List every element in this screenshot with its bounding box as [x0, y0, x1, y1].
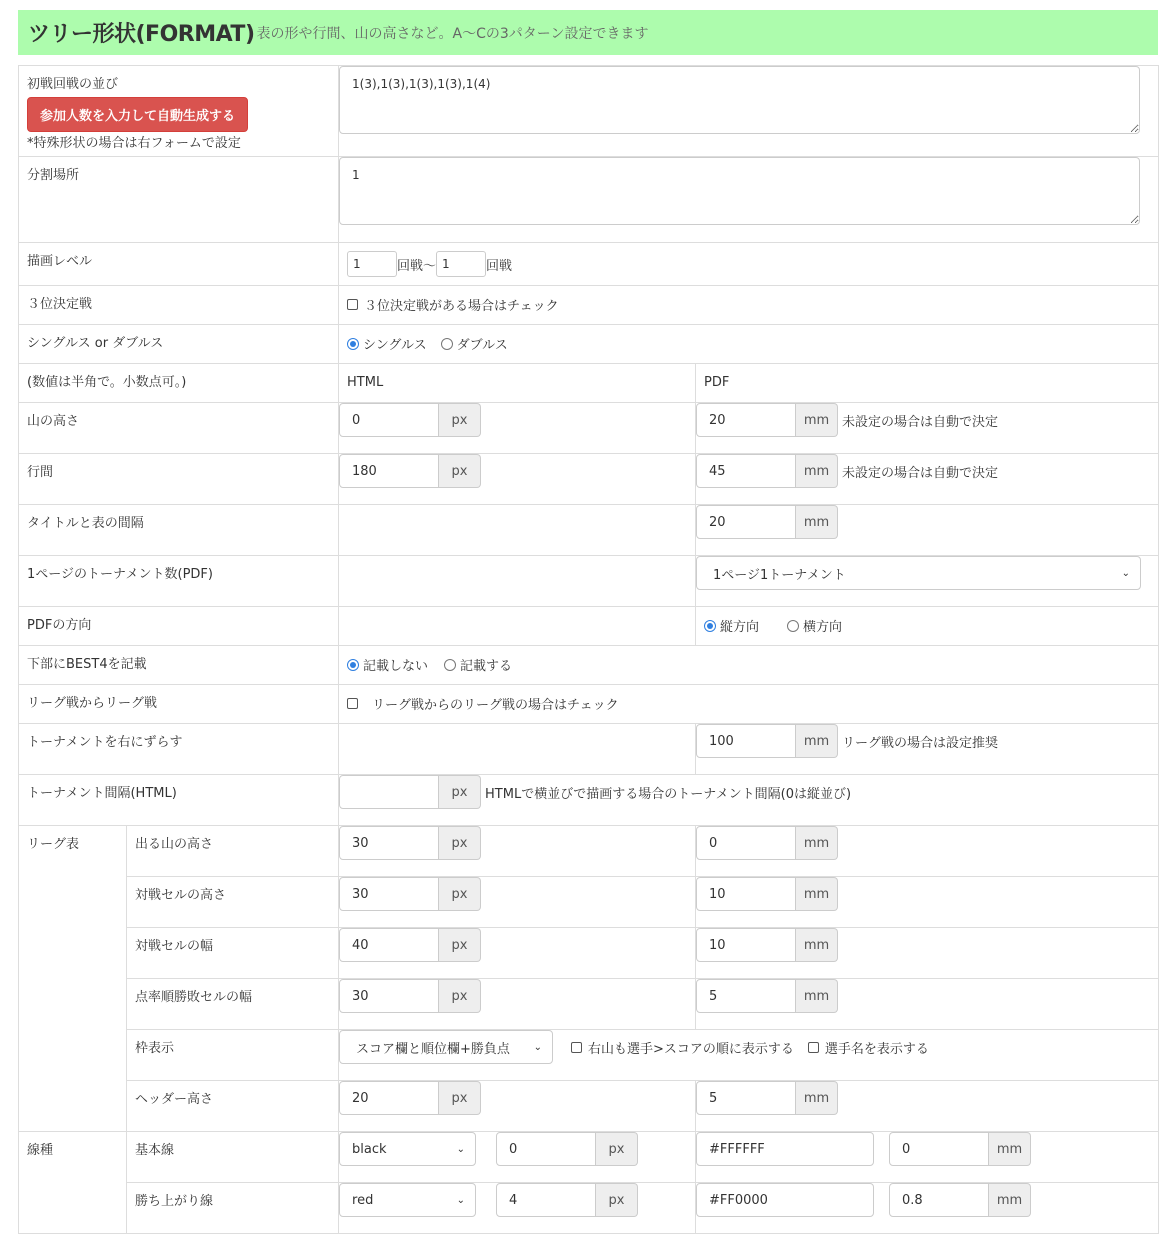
pdf-direction-label: PDFの方向	[27, 618, 92, 633]
league-item-label: 出る山の高さ	[135, 837, 214, 852]
best4-no-radio-label: 記載しない	[363, 659, 429, 674]
mountain-height-label: 山の高さ	[27, 414, 80, 429]
unit-addon: mm	[796, 505, 838, 539]
first-round-label: 初戦回戦の並び	[27, 77, 119, 92]
radio-icon	[787, 620, 799, 632]
best4-label: 下部にBEST4を記載	[27, 657, 147, 672]
row-title-gap	[19, 505, 1159, 556]
third-place-label: ３位決定戦	[27, 297, 93, 312]
row-draw-level	[19, 243, 1159, 286]
header-height-pdf-group	[696, 1081, 838, 1115]
league-item-label: 対戦セルの高さ	[135, 888, 227, 903]
unit-addon: px	[439, 1081, 481, 1115]
mountain-height-html-input[interactable]	[339, 403, 439, 437]
mountain-height-pdf-group	[696, 403, 838, 437]
checkbox-icon	[347, 698, 358, 709]
line-spacing-note: 未設定の場合は自動で決定	[842, 465, 999, 481]
win-line-html-group	[496, 1183, 638, 1217]
tournament-gap-html-input[interactable]	[339, 775, 439, 809]
league-html-group	[339, 979, 481, 1013]
row-split	[19, 157, 1159, 243]
win-line-html-input[interactable]	[496, 1183, 596, 1217]
league-mountain-pdf-input[interactable]	[696, 826, 796, 860]
unit-addon: px	[439, 877, 481, 911]
row-numbers-note	[19, 364, 1159, 403]
section-subtitle: 表の形や行間、山の高さなど。A〜Cの3パターン設定できます	[256, 25, 649, 42]
draw-level-mid-text: 回戦〜	[397, 258, 437, 274]
right-mountain-checkbox[interactable]	[571, 1038, 794, 1057]
checkbox-icon	[808, 1042, 819, 1053]
auto-generate-button[interactable]: 参加人数を入力して自動生成する	[27, 97, 248, 132]
row-line-basic	[19, 1132, 1159, 1183]
row-tournament-gap	[19, 775, 1159, 826]
header-height-label: ヘッダー高さ	[135, 1092, 214, 1107]
checkbox-icon	[347, 299, 358, 310]
line-spacing-label: 行間	[27, 465, 54, 480]
row-third-place	[19, 286, 1159, 325]
singles-radio-label: シングルス	[363, 338, 427, 353]
landscape-radio[interactable]	[787, 616, 842, 635]
league-mountain-html-input[interactable]	[339, 826, 439, 860]
doubles-radio[interactable]	[441, 334, 508, 353]
html-column-header: HTML	[347, 375, 384, 390]
unit-addon: px	[439, 979, 481, 1013]
chevron-down-icon: ⌄	[456, 1143, 466, 1155]
league-html-group	[339, 928, 481, 962]
title-gap-pdf-input[interactable]	[696, 505, 796, 539]
basic-line-pdf-color-input[interactable]	[696, 1132, 874, 1166]
line-type-label: 線種	[27, 1143, 54, 1158]
unit-addon: mm	[796, 826, 838, 860]
unit-addon: px	[439, 454, 481, 488]
unit-addon: mm	[989, 1132, 1031, 1166]
league-to-league-label: リーグ戦からリーグ戦	[27, 696, 158, 711]
show-player-name-checkbox[interactable]	[808, 1038, 929, 1057]
basic-line-html-input[interactable]	[496, 1132, 596, 1166]
radio-selected-icon	[347, 338, 359, 350]
tournament-gap-label: トーナメント間隔(HTML)	[27, 786, 177, 801]
win-line-color-selected: red	[352, 1192, 374, 1208]
unit-addon: mm	[796, 928, 838, 962]
win-line-color-select[interactable]	[339, 1183, 476, 1217]
row-league-0	[19, 826, 1159, 877]
per-page-select[interactable]	[696, 556, 1141, 590]
section-title: ツリー形状(FORMAT)	[28, 22, 255, 47]
line-spacing-pdf-input[interactable]	[696, 454, 796, 488]
checkbox-icon	[571, 1042, 582, 1053]
unit-addon: px	[439, 775, 481, 809]
row-mountain-height	[19, 403, 1159, 454]
chevron-down-icon: ⌄	[533, 1041, 543, 1053]
basic-line-pdf-group	[889, 1132, 1031, 1166]
per-page-selected: 1ページ1トーナメント	[713, 567, 846, 583]
row-league-1	[19, 877, 1159, 928]
right-mountain-checkbox-label: 右山も選手>スコアの順に表示する	[588, 1041, 794, 1057]
draw-level-suffix-text: 回戦	[486, 258, 513, 274]
league-item-label: 対戦セルの幅	[135, 939, 214, 954]
league-pdf-group	[696, 979, 838, 1013]
header-height-html-input[interactable]	[339, 1081, 439, 1115]
draw-level-to-input[interactable]	[436, 251, 486, 277]
row-league-2	[19, 928, 1159, 979]
chevron-down-icon: ⌄	[456, 1194, 466, 1206]
basic-line-pdf-input[interactable]	[889, 1132, 989, 1166]
split-label: 分割場所	[27, 168, 80, 183]
league-cell-width-pdf-input[interactable]	[696, 928, 796, 962]
win-line-pdf-input[interactable]	[889, 1183, 989, 1217]
league-table-label: リーグ表	[27, 837, 80, 852]
third-place-checkbox-label: ３位決定戦がある場合はチェック	[364, 299, 559, 314]
line-spacing-html-group	[339, 454, 481, 488]
first-round-note: *特殊形状の場合は右フォームで設定	[27, 136, 241, 151]
unit-addon: mm	[796, 1081, 838, 1115]
best4-yes-radio-label: 記載する	[460, 659, 513, 674]
win-line-pdf-color-input[interactable]	[696, 1183, 874, 1217]
row-singles-doubles	[19, 325, 1159, 364]
unit-addon: px	[439, 928, 481, 962]
basic-line-color-select[interactable]	[339, 1132, 476, 1166]
numbers-note-label: (数値は半角で。小数点可。)	[27, 375, 187, 390]
win-line-pdf-group	[889, 1183, 1031, 1217]
draw-level-from-input[interactable]	[347, 251, 397, 277]
row-league-header-height	[19, 1081, 1159, 1132]
frame-selected: スコア欄と順位欄+勝負点	[356, 1041, 510, 1057]
tournament-gap-note: HTMLで横並びで描画する場合のトーナメント間隔(0は縦並び)	[485, 786, 852, 802]
league-cell-height-pdf-input[interactable]	[696, 877, 796, 911]
tournament-gap-html-group	[339, 775, 481, 809]
league-html-group	[339, 877, 481, 911]
shift-right-note: リーグ戦の場合は設定推奨	[842, 735, 999, 751]
line-item-label: 勝ち上がり線	[135, 1194, 214, 1209]
row-league-to-league	[19, 685, 1159, 724]
best4-no-radio[interactable]	[347, 655, 428, 674]
mountain-height-note: 未設定の場合は自動で決定	[842, 414, 999, 430]
shift-right-label: トーナメントを右にずらす	[27, 735, 183, 750]
unit-addon: px	[439, 826, 481, 860]
row-league-3	[19, 979, 1159, 1030]
league-pdf-group	[696, 826, 838, 860]
header-height-pdf-input[interactable]	[696, 1081, 796, 1115]
league-score-width-pdf-input[interactable]	[696, 979, 796, 1013]
radio-icon	[444, 659, 456, 671]
line-item-label: 基本線	[135, 1143, 175, 1158]
draw-level-label: 描画レベル	[27, 254, 93, 269]
line-spacing-html-input[interactable]	[339, 454, 439, 488]
row-first-round	[19, 66, 1159, 157]
league-cell-width-html-input[interactable]	[339, 928, 439, 962]
frame-select[interactable]	[339, 1030, 553, 1064]
frame-label: 枠表示	[135, 1041, 175, 1056]
show-player-name-checkbox-label: 選手名を表示する	[824, 1041, 929, 1057]
unit-addon: mm	[796, 979, 838, 1013]
unit-addon: mm	[796, 454, 838, 488]
row-league-frame	[19, 1030, 1159, 1081]
league-cell-height-html-input[interactable]	[339, 877, 439, 911]
third-place-checkbox[interactable]	[347, 295, 559, 314]
line-spacing-pdf-group	[696, 454, 838, 488]
league-item-label: 点率順勝敗セルの幅	[135, 990, 253, 1005]
landscape-radio-label: 横方向	[803, 620, 843, 635]
section-header	[18, 10, 1158, 55]
chevron-down-icon: ⌄	[1121, 567, 1131, 579]
shift-right-pdf-input[interactable]	[696, 724, 796, 758]
league-pdf-group	[696, 877, 838, 911]
unit-addon: px	[596, 1183, 638, 1217]
title-gap-pdf-group	[696, 505, 838, 539]
per-page-label: 1ページのトーナメント数(PDF)	[27, 567, 213, 582]
mountain-height-pdf-input[interactable]	[696, 403, 796, 437]
row-best4	[19, 646, 1159, 685]
league-to-league-checkbox[interactable]	[347, 694, 619, 713]
row-pdf-direction	[19, 607, 1159, 646]
basic-line-color-selected: black	[352, 1141, 387, 1157]
doubles-radio-label: ダブルス	[456, 338, 508, 353]
first-round-textarea[interactable]	[339, 66, 1140, 134]
unit-addon: px	[439, 403, 481, 437]
header-height-html-group	[339, 1081, 481, 1115]
basic-line-html-group	[496, 1132, 638, 1166]
best4-yes-radio[interactable]	[444, 655, 512, 674]
portrait-radio-label: 縦方向	[720, 620, 760, 635]
league-to-league-checkbox-label: リーグ戦からのリーグ戦の場合はチェック	[372, 698, 619, 713]
row-shift-right	[19, 724, 1159, 775]
unit-addon: mm	[989, 1183, 1031, 1217]
split-textarea[interactable]	[339, 157, 1140, 225]
unit-addon: px	[596, 1132, 638, 1166]
radio-selected-icon	[704, 620, 716, 632]
shift-right-pdf-group	[696, 724, 838, 758]
unit-addon: mm	[796, 877, 838, 911]
format-settings-table	[18, 65, 1159, 1234]
row-line-spacing	[19, 454, 1159, 505]
unit-addon: mm	[796, 724, 838, 758]
league-pdf-group	[696, 928, 838, 962]
league-score-width-html-input[interactable]	[339, 979, 439, 1013]
league-html-group	[339, 826, 481, 860]
unit-addon: mm	[796, 403, 838, 437]
radio-icon	[441, 338, 453, 350]
radio-selected-icon	[347, 659, 359, 671]
pdf-column-header: PDF	[704, 375, 730, 390]
singles-doubles-label: シングルス or ダブルス	[27, 336, 164, 351]
row-per-page	[19, 556, 1159, 607]
mountain-height-html-group	[339, 403, 481, 437]
singles-radio[interactable]	[347, 334, 427, 353]
title-gap-label: タイトルと表の間隔	[27, 516, 144, 531]
row-line-win	[19, 1183, 1159, 1234]
portrait-radio[interactable]	[704, 616, 759, 635]
